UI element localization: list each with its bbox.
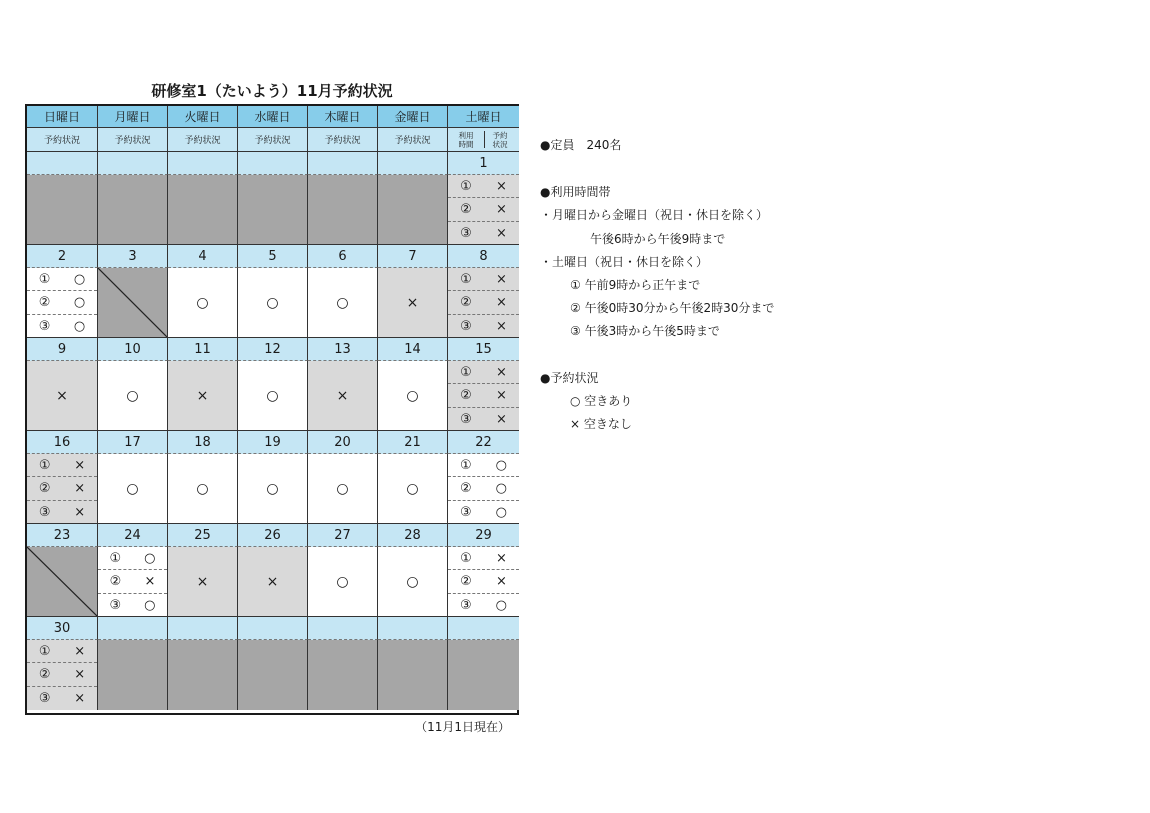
day-cell — [98, 268, 168, 338]
page-title: 研修室1（たいよう）11月予約状況 — [151, 82, 393, 100]
status-mark: ○ — [266, 294, 279, 311]
status-mark: ○ — [406, 480, 419, 497]
date-number: 21 — [378, 431, 448, 454]
date-number: 22 — [448, 431, 519, 454]
slot-status: × — [74, 643, 86, 659]
date-number: 5 — [238, 245, 308, 268]
weekday-header: 金曜日 — [378, 106, 448, 128]
day-cell — [448, 640, 519, 710]
slot-status: × — [495, 201, 507, 217]
status-subheader: 予約状況 — [238, 128, 308, 152]
slot-status: ○ — [495, 457, 507, 473]
slot-label: ③ — [460, 225, 472, 241]
weekday-header: 土曜日 — [448, 106, 519, 128]
date-number: 29 — [448, 524, 519, 547]
status-mark: × — [56, 387, 68, 404]
date-number: 6 — [308, 245, 378, 268]
day-cell — [378, 454, 448, 524]
status-mark: ○ — [336, 573, 349, 590]
slot-label: ① — [460, 550, 472, 566]
status-mark: ○ — [266, 480, 279, 497]
date-number: 28 — [378, 524, 448, 547]
status-title: ●予約状況 — [540, 371, 599, 385]
day-cell — [27, 268, 98, 338]
status-subheader: 予約状況 — [27, 128, 98, 152]
date-number: 18 — [168, 431, 238, 454]
slot-label: ① — [460, 271, 472, 287]
slot-label: ① — [460, 178, 472, 194]
time-slot-row — [27, 687, 97, 710]
day-cell — [238, 175, 308, 245]
day-cell — [168, 640, 238, 710]
time-slot-row — [27, 268, 97, 291]
capacity-text: ●定員 240名 — [540, 138, 622, 152]
slot-status: ○ — [144, 597, 156, 613]
reservation-calendar — [25, 104, 519, 715]
slot-label: ① — [38, 457, 51, 473]
time-slot-row — [448, 477, 519, 500]
date-number: 27 — [308, 524, 378, 547]
date-number: 1 — [448, 152, 519, 175]
closed-day-diagonal — [27, 547, 97, 616]
day-cell — [98, 454, 168, 524]
status-mark: × — [196, 573, 209, 590]
day-cell — [98, 640, 168, 710]
status-subheader: 予約状況 — [308, 128, 378, 152]
day-cell — [27, 361, 98, 431]
slot-label: ② — [460, 573, 472, 589]
day-cell — [308, 640, 378, 710]
slot-status: ○ — [144, 550, 156, 566]
slot-label: ② — [460, 387, 472, 403]
slot-status: × — [495, 318, 507, 334]
status-mark: ○ — [406, 387, 419, 404]
date-number: 30 — [27, 617, 98, 640]
time-slot-row — [27, 454, 97, 477]
status-mark: ○ — [406, 573, 419, 590]
date-number — [308, 617, 378, 640]
slot-label: ③ — [460, 504, 472, 520]
slot-status: × — [495, 225, 507, 241]
time-slot-row — [27, 291, 97, 314]
slot-status: × — [74, 457, 86, 473]
date-number: 4 — [168, 245, 238, 268]
slot-label: ① — [38, 271, 51, 287]
slot-status: × — [74, 480, 86, 496]
slot-label: ① — [109, 550, 122, 566]
date-number: 24 — [98, 524, 168, 547]
date-number — [168, 617, 238, 640]
day-cell — [448, 268, 519, 338]
day-cell — [27, 547, 98, 617]
time-slot-row — [27, 663, 97, 686]
slot-label: ① — [460, 457, 472, 473]
date-number — [378, 617, 448, 640]
time-slot-row — [448, 198, 519, 221]
weekday-header: 月曜日 — [98, 106, 168, 128]
date-number: 3 — [98, 245, 168, 268]
weekday-header: 木曜日 — [308, 106, 378, 128]
day-cell — [448, 547, 519, 617]
slot-label: ③ — [460, 411, 472, 427]
time-slot-row — [27, 640, 97, 663]
day-cell — [308, 175, 378, 245]
time-slot-row — [448, 175, 519, 198]
status-mark: ○ — [266, 387, 279, 404]
time-slot-row — [98, 594, 167, 617]
slot-status: × — [495, 550, 507, 566]
date-number: 23 — [27, 524, 98, 547]
slot-label: ③ — [38, 690, 51, 706]
slot-label: ③ — [460, 597, 472, 613]
date-number — [98, 617, 168, 640]
time-slot-row — [448, 291, 519, 314]
day-cell — [448, 454, 519, 524]
day-cell — [27, 454, 98, 524]
time-slot-row — [98, 547, 167, 570]
saturday-title: ・土曜日（祝日・休日を除く） — [540, 255, 709, 269]
day-cell — [448, 175, 519, 245]
date-number — [308, 152, 378, 175]
day-cell — [27, 640, 98, 710]
day-cell — [378, 268, 448, 338]
slot-label: ③ — [38, 504, 51, 520]
slot-status: ○ — [73, 318, 86, 334]
status-mark: ○ — [336, 294, 349, 311]
slot-label: ② — [109, 573, 122, 589]
slot-status: × — [495, 294, 507, 310]
as-of-note: （11月1日現在） — [415, 720, 510, 734]
slot-label: ② — [38, 294, 51, 310]
saturday-subheader — [448, 128, 519, 152]
status-mark: × — [406, 294, 419, 311]
time-slot-row — [448, 384, 519, 407]
slot-status: ○ — [495, 504, 507, 520]
time-slot-row — [448, 501, 519, 524]
slot-label: ① — [460, 364, 472, 380]
slot-status: × — [495, 364, 507, 380]
day-cell — [378, 175, 448, 245]
date-number: 2 — [27, 245, 98, 268]
day-cell — [168, 454, 238, 524]
date-number — [98, 152, 168, 175]
status-subheader: 予約状況 — [168, 128, 238, 152]
status-mark: ○ — [126, 480, 139, 497]
status-mark: × — [196, 387, 209, 404]
slot-status: × — [495, 387, 507, 403]
slot-status: × — [74, 666, 86, 682]
slot-status: × — [495, 178, 507, 194]
day-cell — [168, 268, 238, 338]
date-number: 9 — [27, 338, 98, 361]
time-slot-row — [27, 477, 97, 500]
day-cell — [27, 175, 98, 245]
day-cell — [98, 361, 168, 431]
weekday-header: 火曜日 — [168, 106, 238, 128]
time-slot-row — [98, 570, 167, 593]
hours-title: ●利用時間帯 — [540, 185, 611, 199]
date-number: 13 — [308, 338, 378, 361]
day-cell — [378, 640, 448, 710]
status-label: 予約 状況 — [492, 131, 508, 149]
slot-label: ② — [460, 201, 472, 217]
time-slot-row — [448, 454, 519, 477]
closed-day-diagonal — [98, 268, 167, 337]
day-cell — [168, 361, 238, 431]
day-cell — [98, 547, 168, 617]
status-mark: × — [336, 387, 349, 404]
time-slot-row — [448, 268, 519, 291]
time-slot-row — [448, 222, 519, 245]
status-subheader: 予約状況 — [98, 128, 168, 152]
status-full: × 空きなし — [570, 417, 632, 431]
day-cell — [238, 547, 308, 617]
date-number — [27, 152, 98, 175]
date-number: 11 — [168, 338, 238, 361]
weekday-header: 日曜日 — [27, 106, 98, 128]
time-slot-row — [448, 547, 519, 570]
day-cell — [168, 175, 238, 245]
day-cell — [308, 454, 378, 524]
slot-status: ○ — [495, 480, 507, 496]
date-number: 25 — [168, 524, 238, 547]
time-slot-row — [448, 361, 519, 384]
day-cell — [448, 361, 519, 431]
date-number — [238, 152, 308, 175]
date-number: 20 — [308, 431, 378, 454]
date-number: 10 — [98, 338, 168, 361]
status-mark: ○ — [196, 480, 209, 497]
date-number — [448, 617, 519, 640]
date-number: 7 — [378, 245, 448, 268]
slot-label: ③ — [38, 318, 51, 334]
slot-label: ② — [38, 480, 51, 496]
status-mark: ○ — [196, 294, 209, 311]
day-cell — [378, 361, 448, 431]
time-slot-row — [448, 408, 519, 431]
time-slot-row — [448, 570, 519, 593]
slot-status: ○ — [73, 294, 86, 310]
slot-status: × — [74, 690, 86, 706]
weekday-title: ・月曜日から金曜日（祝日・休日を除く） — [540, 208, 769, 222]
saturday-slot-1: ① 午前9時から正午まで — [570, 278, 701, 292]
time-slot-row — [27, 315, 97, 338]
date-number: 16 — [27, 431, 98, 454]
day-cell — [238, 454, 308, 524]
status-mark: ○ — [126, 387, 139, 404]
time-slot-row — [448, 594, 519, 617]
slot-status: × — [74, 504, 86, 520]
slot-label: ③ — [460, 318, 472, 334]
weekday-header: 水曜日 — [238, 106, 308, 128]
slot-label: ① — [38, 643, 51, 659]
date-number: 19 — [238, 431, 308, 454]
slot-label: ② — [460, 294, 472, 310]
slot-status: ○ — [495, 597, 507, 613]
date-number: 17 — [98, 431, 168, 454]
status-available: ○ 空きあり — [570, 394, 633, 408]
slot-label: ③ — [109, 597, 122, 613]
day-cell — [238, 268, 308, 338]
slot-label: ② — [460, 480, 472, 496]
saturday-slot-3: ③ 午後3時から午後5時まで — [570, 324, 720, 338]
day-cell — [308, 547, 378, 617]
status-subheader: 予約状況 — [378, 128, 448, 152]
day-cell — [308, 268, 378, 338]
weekday-time: 午後6時から午後9時まで — [590, 232, 726, 246]
slot-status: × — [495, 573, 507, 589]
slot-label: ② — [38, 666, 51, 682]
slot-status: × — [495, 271, 507, 287]
status-mark: × — [266, 573, 279, 590]
date-number: 8 — [448, 245, 519, 268]
date-number: 26 — [238, 524, 308, 547]
slot-status: × — [495, 411, 507, 427]
day-cell — [238, 361, 308, 431]
time-slot-row — [448, 315, 519, 338]
date-number: 12 — [238, 338, 308, 361]
date-number — [238, 617, 308, 640]
day-cell — [308, 361, 378, 431]
day-cell — [98, 175, 168, 245]
date-number: 15 — [448, 338, 519, 361]
saturday-slot-2: ② 午後0時30分から午後2時30分まで — [570, 301, 775, 315]
slot-status: ○ — [73, 271, 86, 287]
day-cell — [378, 547, 448, 617]
time-slot-row — [27, 501, 97, 524]
usage-time-label: 利用 時間 — [458, 131, 474, 149]
day-cell — [168, 547, 238, 617]
date-number — [378, 152, 448, 175]
day-cell — [238, 640, 308, 710]
status-mark: ○ — [336, 480, 349, 497]
date-number: 14 — [378, 338, 448, 361]
date-number — [168, 152, 238, 175]
slot-status: × — [144, 573, 156, 589]
